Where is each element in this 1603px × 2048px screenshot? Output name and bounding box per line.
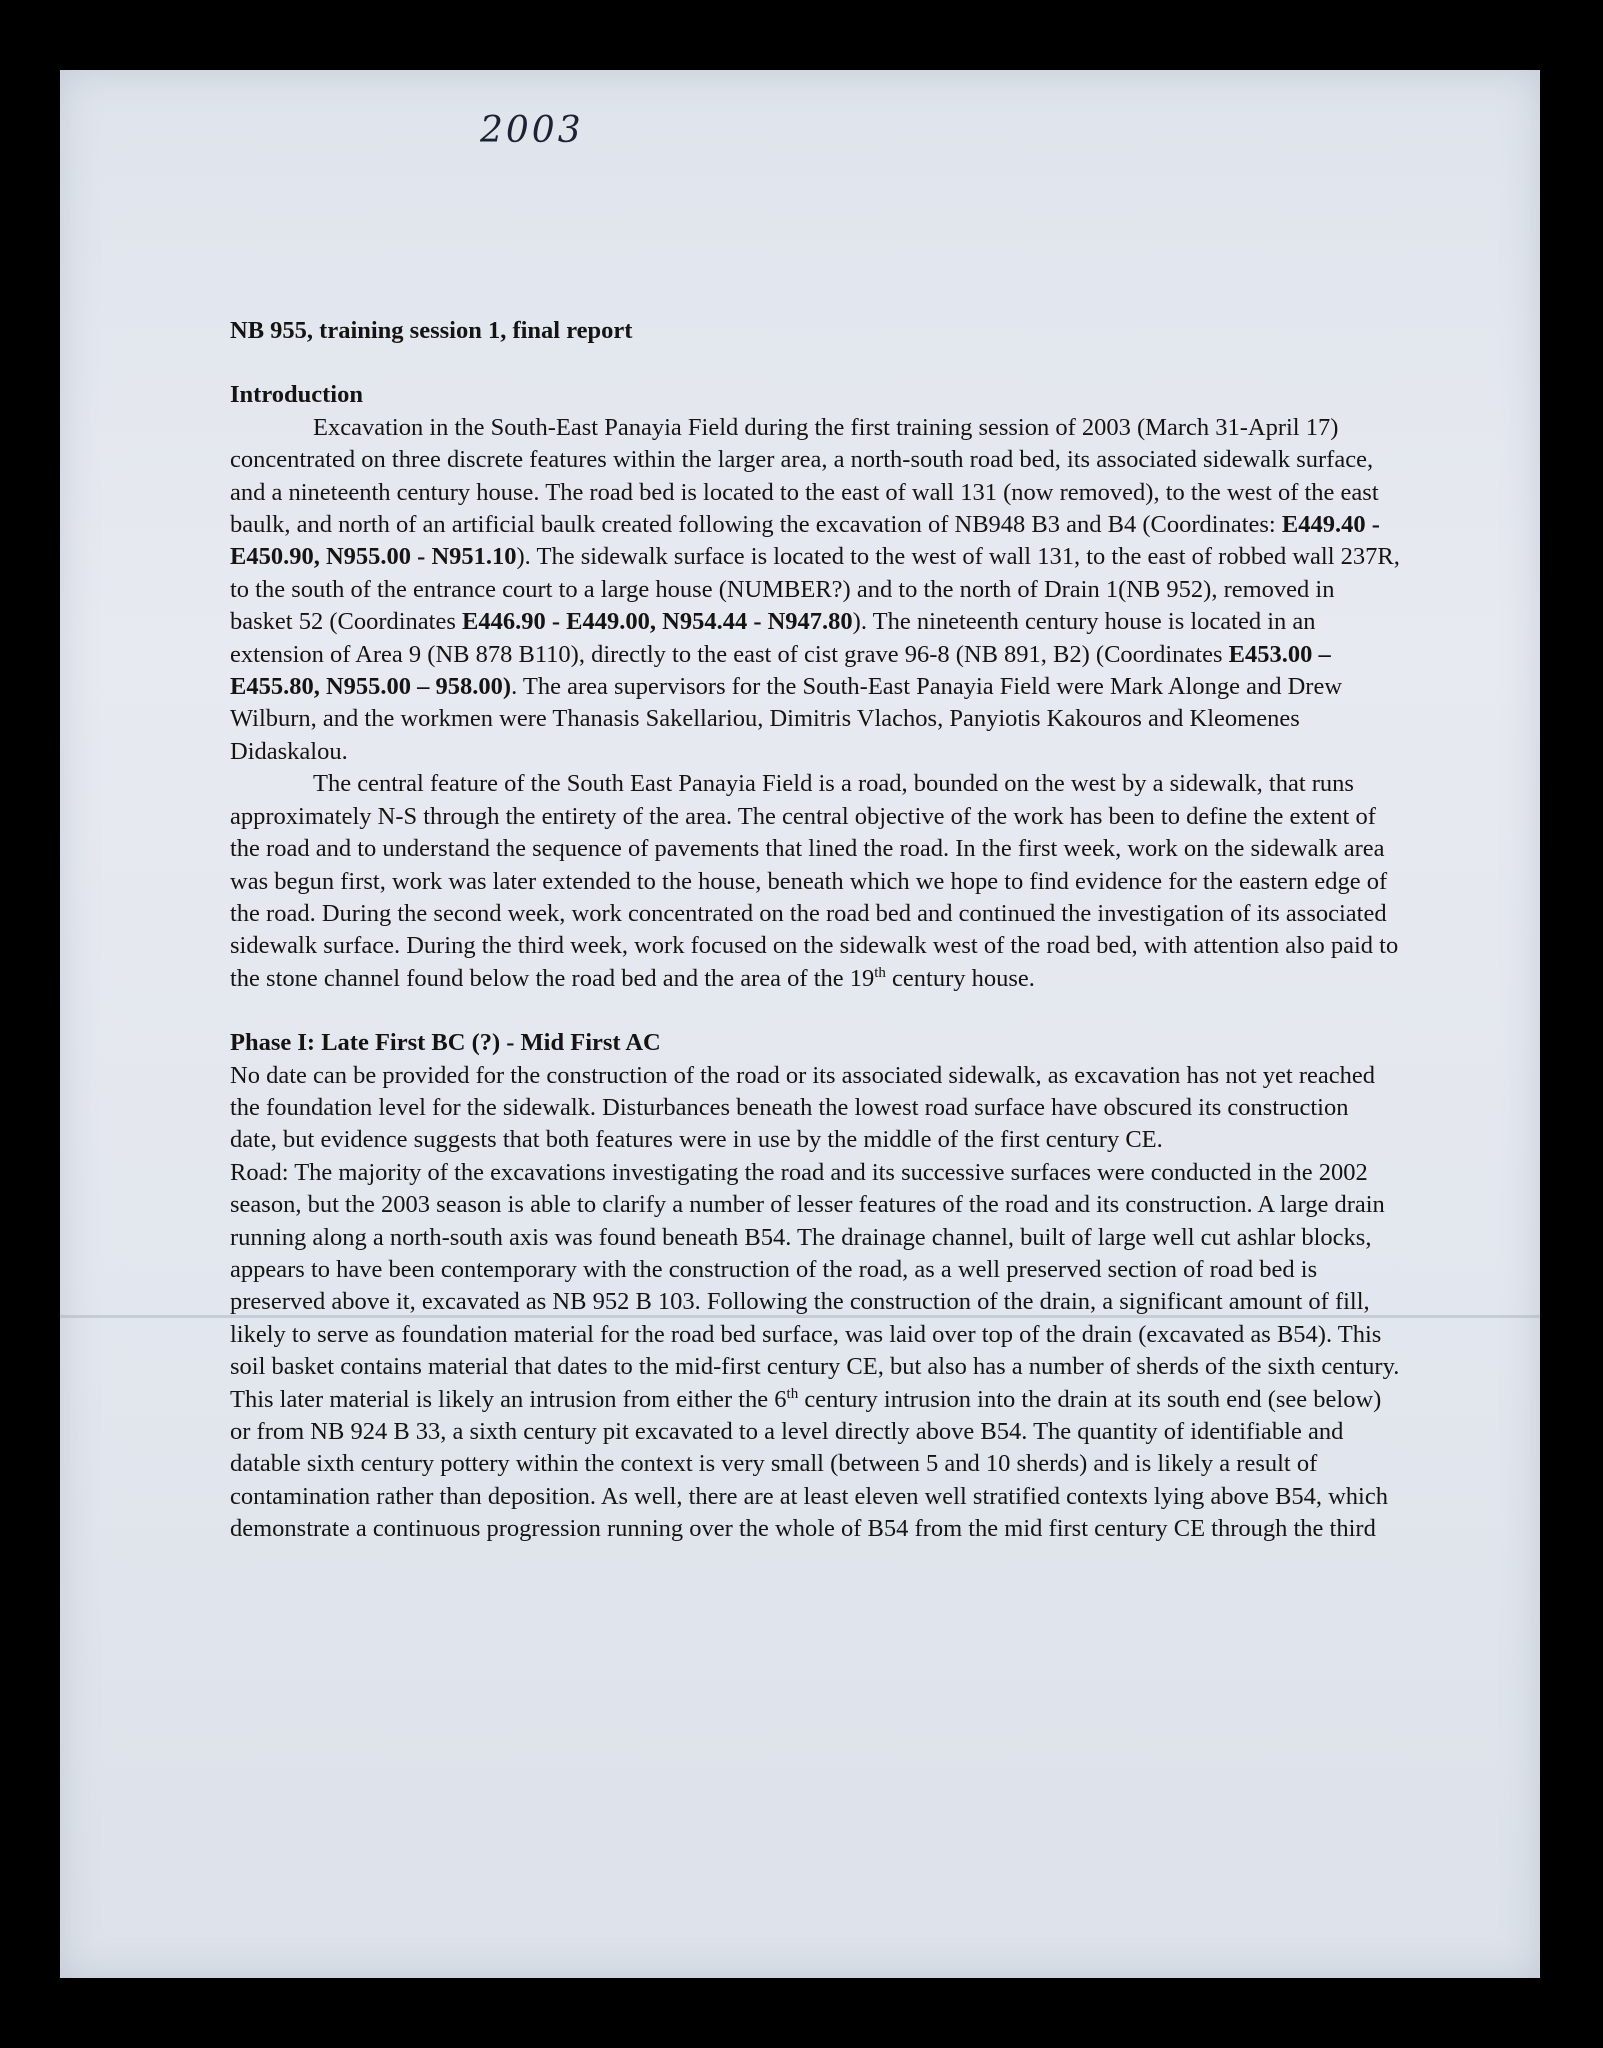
report-body xyxy=(230,315,1400,1546)
road-bed-coordinates: E449.40 - E450.90, N955.00 - N951.10 xyxy=(230,511,1380,571)
phase-1-paragraph-1: No date can be provided for the construction of the road or its associated sidewalk, as excavation has not yet reached the foundation level for the sidewalk. Disturbances beneath the lowest road surface have obscured its construction date, but evidence suggests that both features were in use by the middle of the first century CE. xyxy=(230,1061,1375,1154)
introduction-paragraph-1 xyxy=(230,412,1400,768)
phase1-p2-superscript: th xyxy=(786,1385,799,1402)
introduction-heading: Introduction xyxy=(230,381,363,409)
introduction-paragraph-2 xyxy=(230,768,1400,995)
intro-p1-text-3: ). The nineteenth century house is located in an extension of Area 9 (NB 878 B110), directly to the east of cist grave 96-8 (NB 891, B2) (Coordinates xyxy=(230,608,1316,668)
document-page xyxy=(60,70,1540,1978)
intro-p2-text: The central feature of the South East Panayia Field is a road, bounded on the west by a sidewalk, that runs approximately N-S through the entirety of the area. The central objective of the work has been to define the extent of the road and to understand the sequence of pavements that lined the road. In the first week, work on the sidewalk area was begun first, work was later extended to the house, beneath which we hope to find evidence for the eastern edge of the road. During the second week, work concentrated on the road bed and continued the investigation of its associated sidewalk surface. During the third week, work focused on the sidewalk west of the road bed, with attention also paid to the stone channel found below the road bed and the area of the 19 xyxy=(230,770,1399,992)
intro-p2-superscript: th xyxy=(874,964,886,981)
sidewalk-coordinates: E446.90 - E449.00, N954.44 - N947.80 xyxy=(462,608,853,636)
intro-p1-text-1: Excavation in the South-East Panayia Field during the first training session of 2003 (March 31-April 17) concentrated on three discrete features within the larger area, a north-south road bed, its associated sidewalk surface, and a nineteenth century house. The road bed is located to the east of wall 131 (now removed), to the west of the east baulk, and north of an artificial baulk created following the excavation of NB948 B3 and B4 (Coordinates: xyxy=(230,413,1379,539)
house-coordinates: E453.00 – E455.80, N955.00 – 958.00) xyxy=(230,640,1331,701)
phase1-p2-end: century intrusion into the drain at its south end (see below) or from NB 924 B 33, a sixth century pit excavated to a level directly above B54. The quantity of identifiable and datable sixth century pottery within the context is very small (between 5 and 10 sherds) and is likely a result of contamination rather than deposition. As well, there are at least eleven well stratified contexts lying above B54, which demonstrate a continuous progression running over the whole of B54 from the mid first century CE through the third xyxy=(230,1385,1388,1543)
intro-p2-end: century house. xyxy=(885,964,1035,992)
phase1-p2-text: Road: The majority of the excavations investigating the road and its successive surfaces were conducted in the 2002 season, but the 2003 season is able to clarify a number of lesser features of the road and its construction. A large drain running along a north-south axis was found beneath B54. The drainage channel, built of large well cut ashlar blocks, appears to have been contemporary with the construction of the road, as a well preserved section of road bed is preserved above it, excavated as NB 952 B 103. Following the construction of the drain, a significant amount of fill, likely to serve as foundation material for the road bed surface, was laid over top of the drain (excavated as B54). This soil basket contains material that dates to the mid-first century CE, but also has a number of sherds of the sixth century. This later material is likely an intrusion from either the 6 xyxy=(230,1158,1400,1413)
intro-p1-text-4: . The area supervisors for the South-East Panayia Field were Mark Alonge and Drew Wilburn, and the workmen were Thanasis Sakellariou, Dimitris Vlachos, Panyiotis Kakouros and Kleomenes Didaskalou. xyxy=(230,673,1343,765)
phase-1-paragraph-2 xyxy=(230,1157,1400,1546)
report-title: NB 955, training session 1, final report xyxy=(230,317,633,344)
phase-1-heading: Phase I: Late First BC (?) - Mid First AC xyxy=(230,1029,661,1057)
intro-p1-text-2: ). The sidewalk surface is located to the west of wall 131, to the east of robbed wall 237R, to the south of the entrance court to a large house (NUMBER?) and to the north of Drain 1(NB 952), removed in basket 52 (Coordinates xyxy=(230,543,1400,636)
handwritten-year-note: 2003 xyxy=(480,110,584,151)
